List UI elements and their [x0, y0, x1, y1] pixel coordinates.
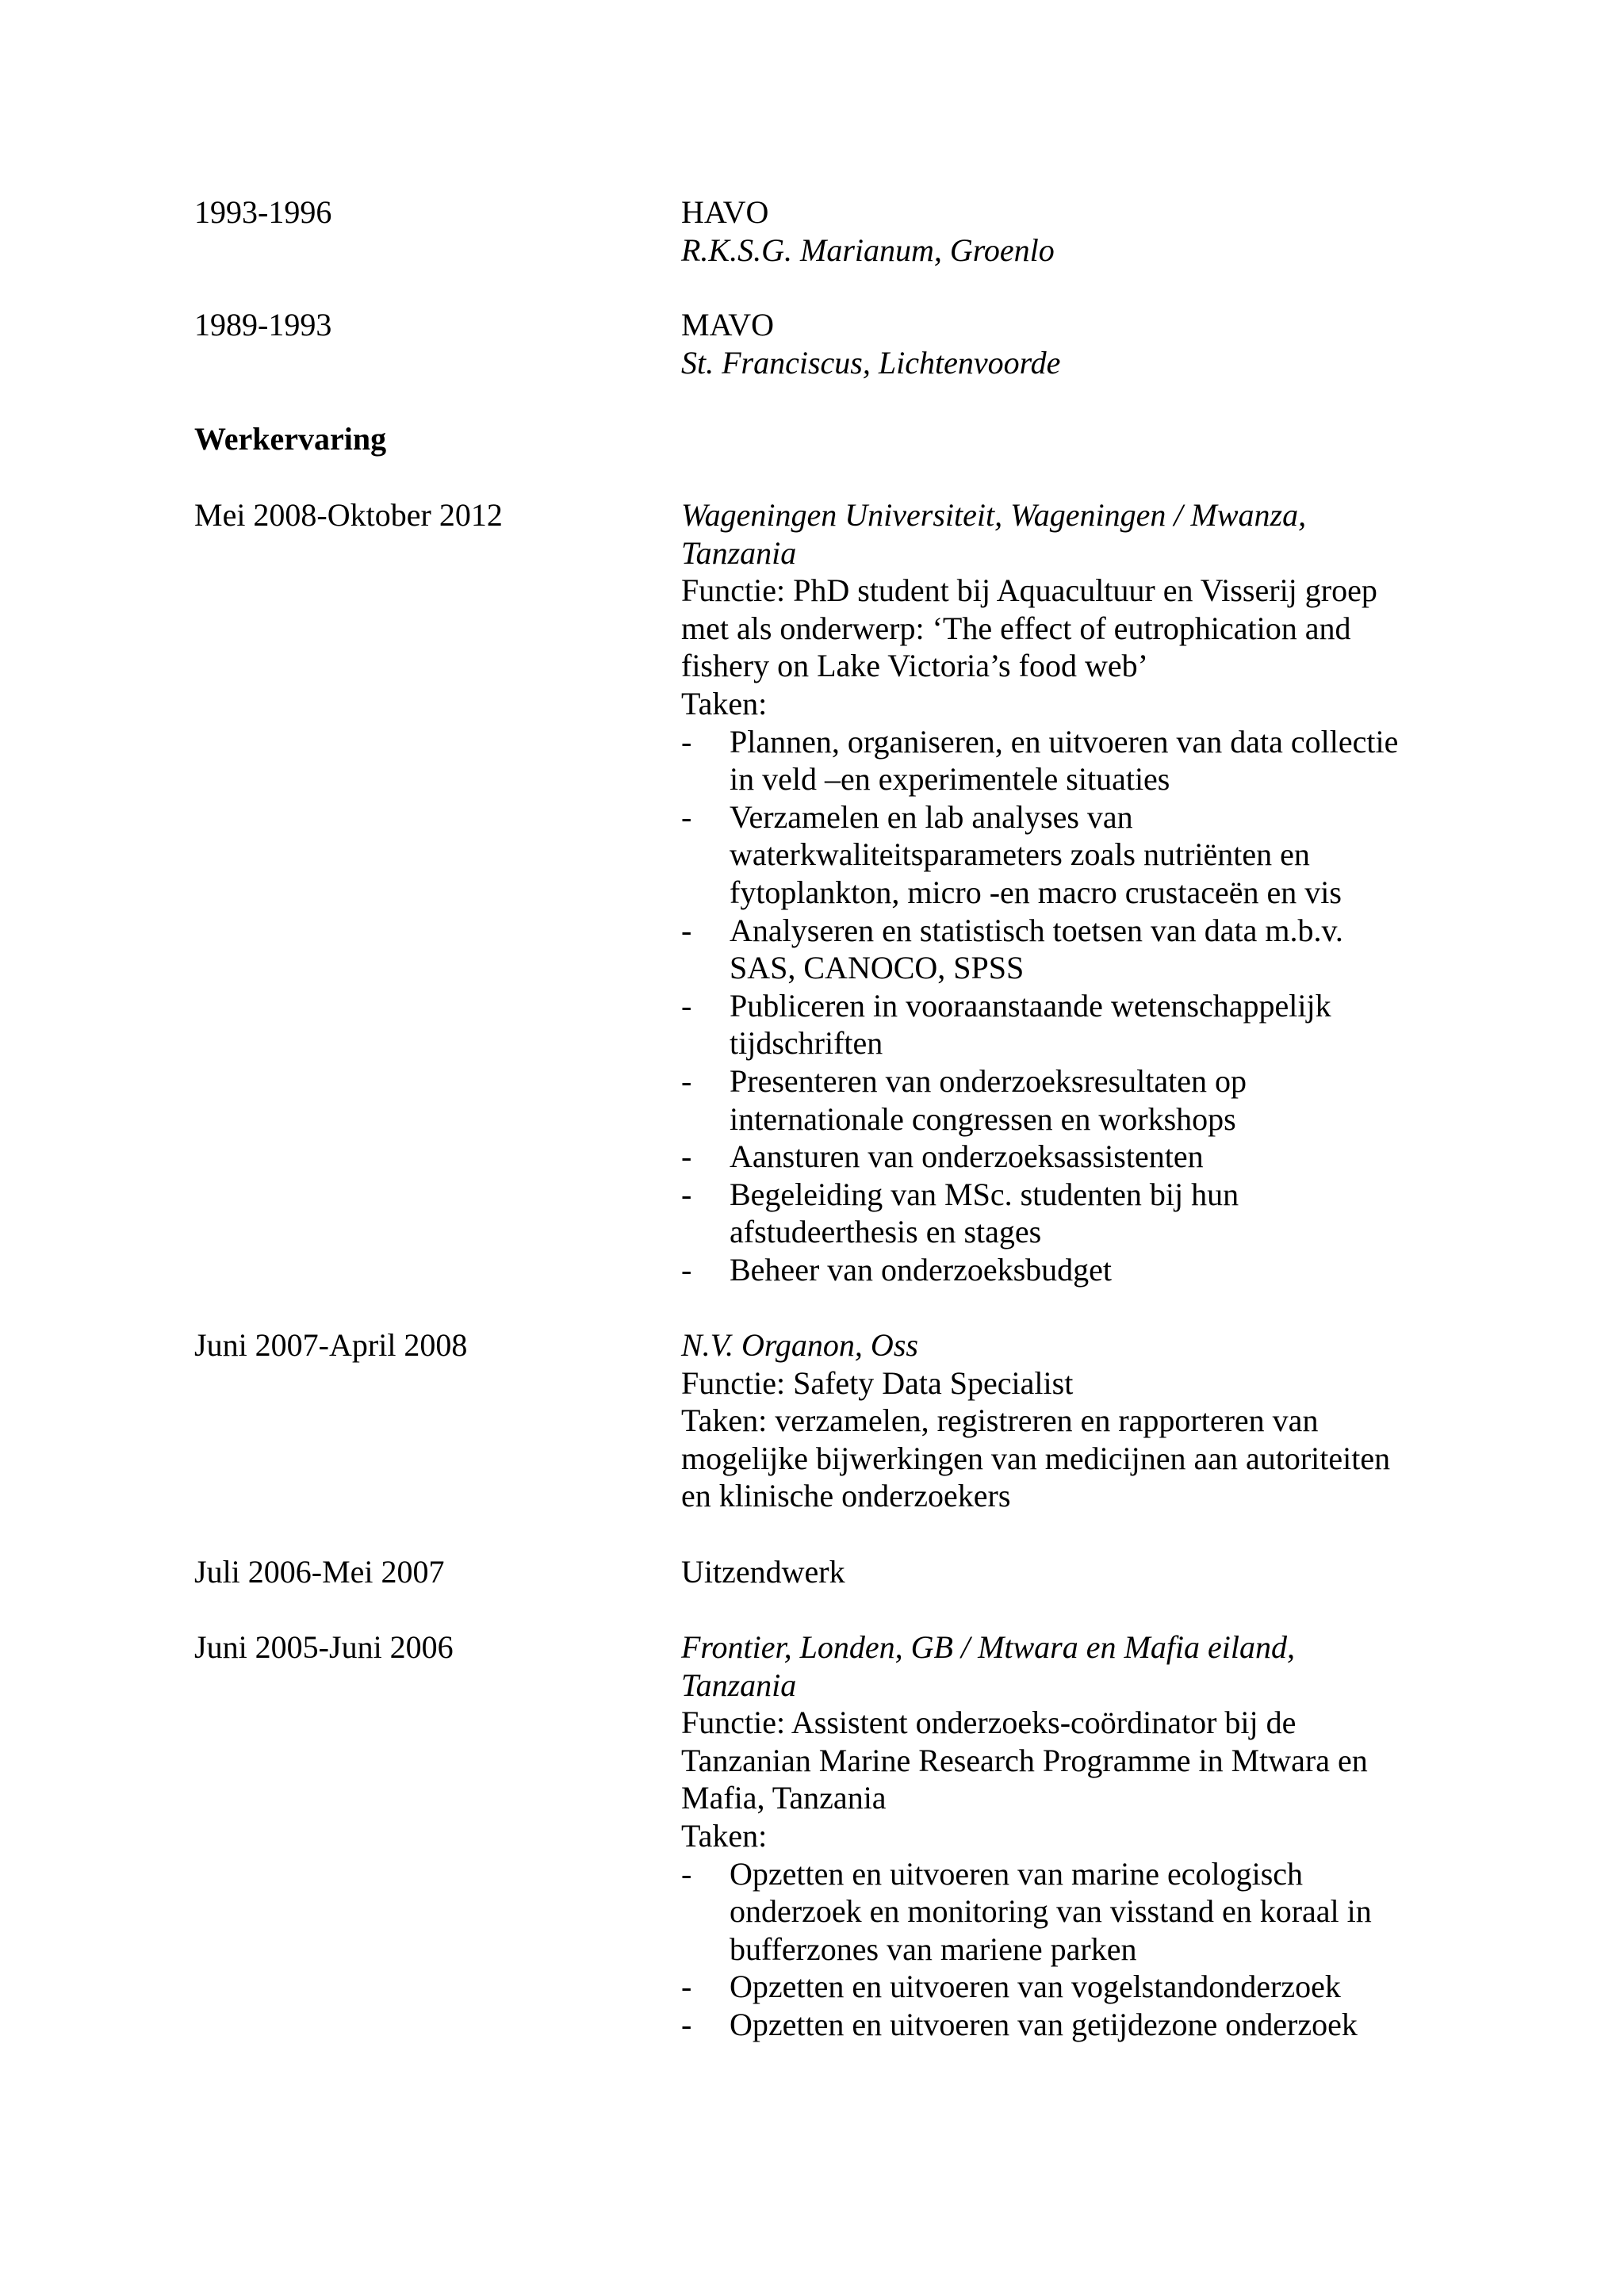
task-line: tijdschriften	[730, 1025, 883, 1062]
job-function-line: Functie: PhD student bij Aquacultuur en Visserij groep	[681, 572, 1377, 609]
task-item	[681, 1138, 1442, 1176]
task-line: Plannen, organiseren, en uitvoeren van data collectie	[730, 723, 1399, 760]
task-item	[681, 987, 1442, 1062]
job-employer-line: Tanzania	[681, 1667, 797, 1703]
job-employer-line: Tanzania	[681, 534, 797, 571]
job-function-line: met als onderwerp: ‘The effect of eutrophication and	[681, 610, 1351, 646]
job-function-line: mogelijke bijwerkingen van medicijnen aan autoriteiten	[681, 1440, 1391, 1476]
job-details	[681, 496, 1442, 1288]
education-degree: MAVO	[681, 307, 775, 342]
task-line: Begeleiding van MSc. studenten bij hun	[730, 1176, 1239, 1212]
education-period: 1993-1996	[194, 194, 332, 230]
job-period: Mei 2008-Oktober 2012	[194, 497, 503, 533]
task-item	[681, 1062, 1442, 1138]
job-function-line: Tanzanian Marine Research Programme in Mtwara en	[681, 1742, 1368, 1778]
task-line: Opzetten en uitvoeren van marine ecologisch	[730, 1855, 1304, 1892]
bullet-dash: -	[681, 1969, 692, 2005]
task-item	[681, 912, 1442, 987]
bullet-dash: -	[681, 2006, 692, 2042]
task-item	[681, 1855, 1442, 1969]
education-period: 1989-1993	[194, 307, 332, 342]
education-school: St. Franciscus, Lichtenvoorde	[681, 344, 1061, 381]
job-employer-line: Frontier, Londen, GB / Mtwara en Mafia eiland,	[681, 1629, 1296, 1665]
tasks-label: Taken:	[681, 1817, 768, 1854]
job-details	[681, 1628, 1442, 2044]
task-item	[681, 1176, 1442, 1251]
task-line: Publiceren in vooraanstaande wetenschappelijk	[730, 987, 1331, 1024]
bullet-dash: -	[681, 912, 692, 948]
task-line: SAS, CANOCO, SPSS	[730, 950, 1025, 986]
tasks-label: Taken:	[681, 685, 768, 721]
job-function-line: Functie: Assistent onderzoeks-coördinator bij de	[681, 1705, 1297, 1741]
job-function-line: Taken: verzamelen, registreren en rapporteren van	[681, 1402, 1319, 1439]
task-item	[681, 798, 1442, 912]
job-details	[681, 1553, 1442, 1591]
education-details	[681, 193, 1442, 269]
task-line: bufferzones van mariene parken	[730, 1931, 1137, 1967]
bullet-dash: -	[681, 1062, 692, 1099]
task-line: onderzoek en monitoring van visstand en koraal in	[730, 1893, 1372, 1930]
task-line: waterkwaliteitsparameters zoals nutriënten en	[730, 836, 1310, 873]
bullet-dash: -	[681, 1176, 692, 1212]
section-heading-werkervaring: Werkervaring	[194, 421, 387, 457]
job-function-line: fishery on Lake Victoria’s food web’	[681, 648, 1148, 684]
job-employer-line: Wageningen Universiteit, Wageningen / Mwanza,	[681, 497, 1307, 533]
task-item	[681, 723, 1442, 798]
bullet-dash: -	[681, 1855, 692, 1892]
job-period: Juli 2006-Mei 2007	[194, 1554, 445, 1590]
task-line: Verzamelen en lab analyses van	[730, 798, 1133, 835]
task-item	[681, 2006, 1442, 2044]
job-details	[681, 1326, 1442, 1515]
job-function-line: en klinische onderzoekers	[681, 1478, 1011, 1514]
task-line: Opzetten en uitvoeren van getijdezone onderzoek	[730, 2006, 1358, 2042]
task-item	[681, 1968, 1442, 2006]
job-function-line: Mafia, Tanzania	[681, 1780, 887, 1816]
bullet-dash: -	[681, 1251, 692, 1288]
job-description-line: Uitzendwerk	[681, 1554, 845, 1590]
task-line: Beheer van onderzoeksbudget	[730, 1251, 1113, 1288]
job-period: Juni 2005-Juni 2006	[194, 1629, 454, 1665]
job-function-line: Functie: Safety Data Specialist	[681, 1364, 1074, 1401]
task-line: Aansturen van onderzoeksassistenten	[730, 1138, 1204, 1175]
bullet-dash: -	[681, 987, 692, 1024]
task-line: Presenteren van onderzoeksresultaten op	[730, 1062, 1247, 1099]
bullet-dash: -	[681, 1138, 692, 1175]
job-period: Juni 2007-April 2008	[194, 1327, 468, 1363]
education-details	[681, 306, 1442, 381]
task-item	[681, 1251, 1442, 1289]
job-employer-line: N.V. Organon, Oss	[681, 1327, 918, 1363]
task-line: afstudeerthesis en stages	[730, 1214, 1042, 1250]
task-line: Analyseren en statistisch toetsen van data m.b.v.	[730, 912, 1343, 948]
task-line: Opzetten en uitvoeren van vogelstandonderzoek	[730, 1969, 1341, 2005]
task-line: in veld –en experimentele situaties	[730, 761, 1170, 798]
education-school: R.K.S.G. Marianum, Groenlo	[681, 232, 1055, 268]
task-line: internationale congressen en workshops	[730, 1100, 1236, 1137]
bullet-dash: -	[681, 723, 692, 760]
education-degree: HAVO	[681, 194, 769, 230]
bullet-dash: -	[681, 798, 692, 835]
task-line: fytoplankton, micro -en macro crustaceën en vis	[730, 874, 1342, 910]
